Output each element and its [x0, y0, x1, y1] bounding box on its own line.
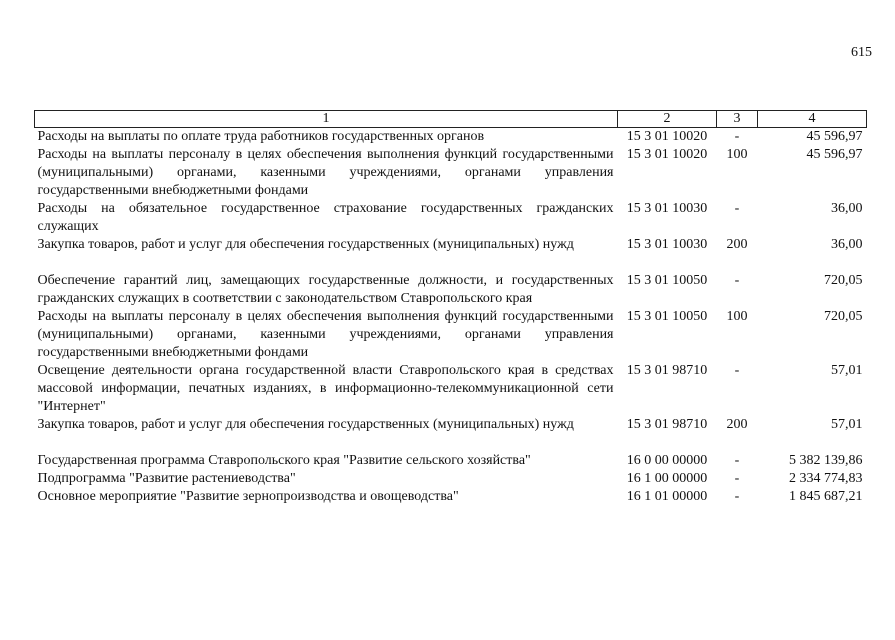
row-sum: 45 596,97 — [806, 129, 863, 144]
page-number: 615 — [851, 45, 872, 60]
row-code: 15 3 01 10030 — [626, 201, 708, 216]
row-type: - — [734, 129, 740, 144]
row-name: Закупка товаров, работ и услуг для обеспечения государственных (муниципальных) нужд — [37, 237, 574, 252]
row-code: 15 3 01 98710 — [626, 417, 708, 432]
table-row — [35, 470, 867, 488]
row-code: 15 3 01 98710 — [626, 363, 708, 378]
row-type: - — [734, 453, 740, 468]
row-code: 15 3 01 10050 — [626, 273, 708, 288]
table-row — [35, 416, 867, 452]
row-type: - — [734, 363, 740, 378]
row-name: Расходы на выплаты по оплате труда работников государственных органов — [37, 129, 485, 144]
table-row — [35, 362, 867, 416]
row-name: Закупка товаров, работ и услуг для обеспечения государственных (муниципальных) нужд — [37, 417, 574, 432]
row-code: 16 0 00 00000 — [626, 453, 708, 468]
row-code: 15 3 01 10020 — [626, 129, 708, 144]
row-name: Подпрограмма "Развитие растениеводства" — [37, 471, 296, 486]
column-header-3: 3 — [717, 111, 758, 128]
row-name: Основное мероприятие "Развитие зернопроизводства и овощеводства" — [37, 489, 459, 504]
column-header-2: 2 — [618, 111, 717, 128]
row-sum: 2 334 774,83 — [789, 471, 863, 486]
budget-table — [34, 110, 867, 506]
table-row — [35, 308, 867, 362]
table-row — [35, 488, 867, 506]
table-row — [35, 146, 867, 200]
row-code: 15 3 01 10030 — [626, 237, 708, 252]
row-type: 100 — [726, 309, 748, 324]
row-sum: 36,00 — [831, 237, 863, 252]
row-type: 100 — [726, 147, 748, 162]
row-code: 16 1 00 00000 — [626, 471, 708, 486]
row-type: 200 — [726, 237, 748, 252]
row-sum: 720,05 — [824, 309, 863, 324]
row-type: - — [734, 273, 740, 288]
row-sum: 720,05 — [824, 273, 863, 288]
row-sum: 5 382 139,86 — [789, 453, 863, 468]
row-sum: 57,01 — [831, 363, 863, 378]
row-code: 15 3 01 10020 — [626, 147, 708, 162]
table-row — [35, 272, 867, 308]
row-code: 16 1 01 00000 — [626, 489, 708, 504]
table-row — [35, 128, 867, 147]
table-row — [35, 452, 867, 470]
row-name: Расходы на выплаты персоналу в целях обеспечения выполнения функций государственными (муниципальными) органами, казенными учреждениями, органами управления государственными внебюджетными фондами — [37, 147, 614, 198]
row-sum: 45 596,97 — [806, 147, 863, 162]
row-name: Государственная программа Ставропольского края "Развитие сельского хозяйства" — [37, 453, 531, 468]
row-name: Обеспечение гарантий лиц, замещающих государственные должности, и государственных гражданских служащих в соответствии с законодательством Ставропольского края — [37, 273, 614, 306]
table-row — [35, 200, 867, 236]
row-type: - — [734, 201, 740, 216]
row-sum: 57,01 — [831, 417, 863, 432]
row-sum: 1 845 687,21 — [789, 489, 863, 504]
row-type: - — [734, 489, 740, 504]
table-row — [35, 236, 867, 272]
column-header-1: 1 — [35, 111, 618, 128]
column-header-4: 4 — [758, 111, 867, 128]
row-type: 200 — [726, 417, 748, 432]
row-name: Расходы на выплаты персоналу в целях обеспечения выполнения функций государственными (муниципальными) органами, казенными учреждениями, органами управления государственными внебюджетными фондами — [37, 309, 614, 360]
row-type: - — [734, 471, 740, 486]
row-name: Расходы на обязательное государственное страхование государственных гражданских служащих — [37, 201, 614, 234]
table-header-row — [35, 111, 867, 128]
row-code: 15 3 01 10050 — [626, 309, 708, 324]
row-name: Освещение деятельности органа государственной власти Ставропольского края в средствах массовой информации, печатных изданиях, в информационно-телекоммуникационной сети "Интернет" — [37, 363, 614, 414]
row-sum: 36,00 — [831, 201, 863, 216]
